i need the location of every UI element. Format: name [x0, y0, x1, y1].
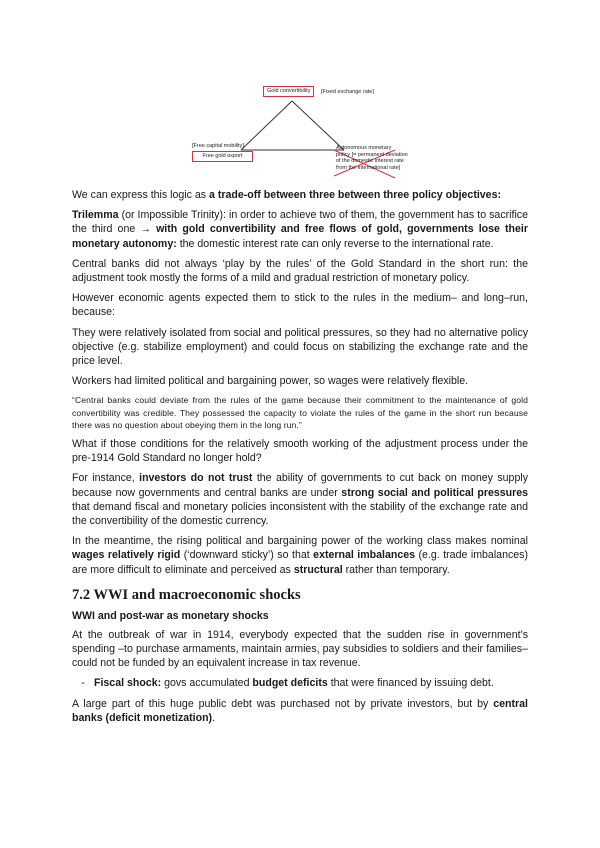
note-line: policy [= permanent deviation [336, 151, 408, 158]
quotation: “Central banks could deviate from the rules of the game because their commitment to the maintenance of gold convertibility was credible. They possessed the capacity to violate the rules of the game in the short run because there was no question about obeying them in the long run.” [72, 395, 528, 430]
bullet-dash: - [81, 677, 85, 690]
bullet-text: Fiscal shock: govs accumulated budget deficits that were financed by issuing debt. [94, 677, 494, 690]
paragraph: At the outbreak of war in 1914, everybody expected that the sudden rise in government’s spending –to purchase armaments, maintain armies, pay subsidies to soldiers and their families– could not be funded by an equivalent increase in tax revenue. [72, 628, 528, 670]
note-line: from the international rate] [336, 164, 401, 171]
paragraph: What if those conditions for the relatively smooth working of the adjustment process under the pre-1914 Gold Standard no longer hold? [72, 438, 528, 465]
free-capital-note: [Free capital mobility] [192, 143, 244, 149]
paragraph: We can express this logic as a trade-off between three between three policy objectives: [72, 189, 501, 201]
document-body [72, 188, 528, 731]
paragraph: For instance, investors do not trust the ability of governments to cut back on money supply because now governments and central banks are under strong social and political pressures that demand fiscal and monetary policies inconsistent with the stability of the exchange rate and the convertibility of the domestic currency. [72, 472, 528, 528]
free-gold-export-box: Free gold export [192, 151, 253, 162]
note-line: Autonomous monetary [336, 145, 392, 151]
paragraph: Trilemma (or Impossible Trinity): in order to achieve two of them, the government has to sacrifice the third one → with gold convertibility and free flows of gold, governments lose their monetary autonomy: the domestic interest rate can only reverse to the international rate. [72, 209, 528, 250]
paragraph: However economic agents expected them to stick to the rules in the medium– and long–run, because: [72, 292, 528, 319]
list-item [72, 676, 528, 690]
note-line: of the domestic interest rate [336, 158, 404, 164]
gold-convertibility-box: Gold convertibility [263, 86, 314, 97]
paragraph: Central banks did not always ‘play by the rules’ of the Gold Standard in the short run: the adjustment took mostly the forms of a mild and gradual restriction of monetary policy. [72, 257, 528, 285]
subsection-heading: WWI and post-war as monetary shocks [72, 609, 269, 622]
paragraph: Workers had limited political and bargaining power, so wages were relatively flexible. [72, 375, 469, 388]
paragraph: In the meantime, the rising political and bargaining power of the working class makes nominal wages relatively rigid (‘downward sticky’) so that external imbalances (e.g. trade imbalances) are more difficult to eliminate and perceived as structural rather than temporary. [72, 535, 528, 576]
paragraph: They were relatively isolated from social and political pressures, so they had no alternative policy objective (e.g. stabilize employment) and could focus on stabilizing the exchange rate and the price level. [72, 326, 528, 368]
paragraph: A large part of this huge public debt was purchased not by private investors, but by central banks (deficit monetization). [72, 697, 528, 724]
section-heading: 7.2 WWI and macroeconomic shocks [72, 586, 301, 603]
trilemma-diagram [0, 0, 600, 180]
triangle-right-edge [292, 101, 344, 150]
fixed-exchange-note: [Fixed exchange rate] [321, 89, 374, 95]
triangle-left-edge [241, 101, 292, 150]
autonomous-policy-note [336, 145, 408, 171]
